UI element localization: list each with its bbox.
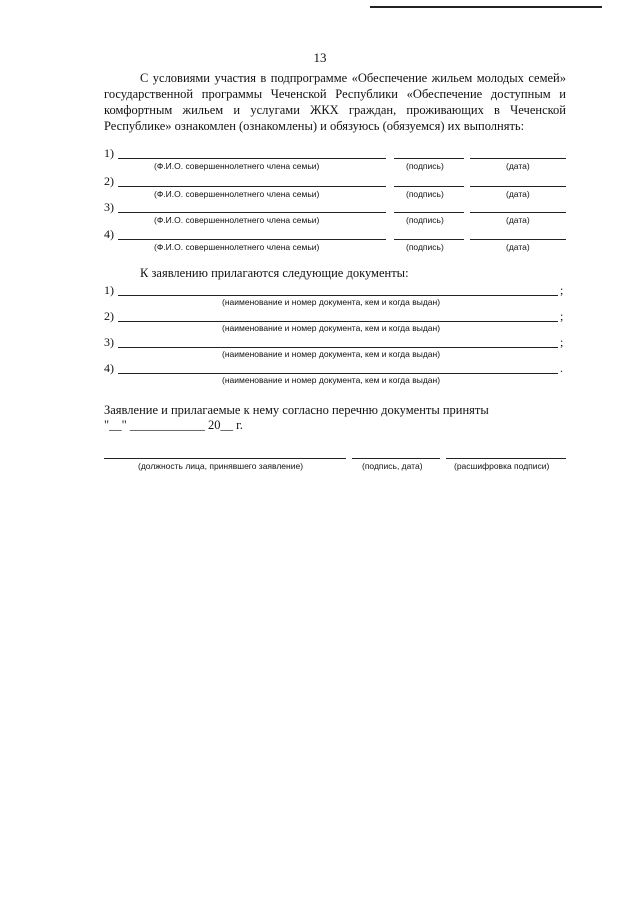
document-field[interactable] (118, 283, 558, 296)
member-date-field[interactable] (470, 200, 566, 213)
document-row (104, 309, 566, 333)
intro-paragraph: С условиями участия в подпрограмме «Обеспечение жильем молодых семей» государственной программы Чеченской Республики «Обеспечение доступным и комфортным жильем и услугами ЖКХ граждан, проживающих в Чеченской Республике» ознакомлен (ознакомлены) и обязуюсь (обязуемся) их выполнять: (104, 71, 566, 133)
document-field[interactable] (118, 361, 558, 374)
member-date-field[interactable] (470, 146, 566, 159)
member-signature-caption: (подпись) (406, 242, 444, 252)
document-caption: (наименование и номер документа, кем и когда выдан) (222, 297, 441, 307)
member-row (104, 146, 566, 171)
member-signature-field[interactable] (394, 200, 464, 213)
member-date-field[interactable] (470, 227, 566, 240)
member-name-field[interactable] (118, 200, 386, 213)
member-name-field[interactable] (118, 146, 386, 159)
document-number: 3) (104, 335, 114, 349)
member-number: 4) (104, 227, 114, 241)
document-end-mark: . (560, 361, 563, 375)
official-position-field[interactable] (104, 446, 346, 459)
member-signature-field[interactable] (394, 227, 464, 240)
document-row (104, 283, 566, 307)
member-number: 1) (104, 146, 114, 160)
member-signature-caption: (подпись) (406, 189, 444, 199)
member-signature-caption: (подпись) (406, 161, 444, 171)
document-end-mark: ; (560, 335, 564, 349)
document-end-mark: ; (560, 309, 564, 323)
document-number: 1) (104, 283, 114, 297)
official-signature-caption: (подпись, дата) (362, 461, 423, 471)
document-number: 2) (104, 309, 114, 323)
member-date-caption: (дата) (506, 242, 530, 252)
member-row (104, 174, 566, 199)
member-date-caption: (дата) (506, 189, 530, 199)
document-row (104, 335, 566, 359)
member-signature-caption: (подпись) (406, 215, 444, 225)
document-field[interactable] (118, 335, 558, 348)
member-signature-field[interactable] (394, 146, 464, 159)
official-signature-field[interactable] (352, 446, 440, 459)
document-caption: (наименование и номер документа, кем и когда выдан) (222, 323, 441, 333)
official-decode-caption: (расшифровка подписи) (454, 461, 550, 471)
member-date-field[interactable] (470, 174, 566, 187)
documents-heading: К заявлению прилагаются следующие документы: (140, 266, 409, 280)
document-caption: (наименование и номер документа, кем и когда выдан) (222, 375, 441, 385)
header-rule (370, 6, 602, 8)
member-row (104, 200, 566, 225)
member-number: 2) (104, 174, 114, 188)
member-number: 3) (104, 200, 114, 214)
member-row (104, 227, 566, 252)
member-name-caption: (Ф.И.О. совершеннолетнего члена семьи) (154, 189, 320, 199)
member-name-caption: (Ф.И.О. совершеннолетнего члена семьи) (154, 215, 320, 225)
acceptance-text: Заявление и прилагаемые к нему согласно перечню документы приняты (104, 403, 489, 417)
page-number: 13 (313, 50, 327, 65)
member-name-field[interactable] (118, 174, 386, 187)
document-caption: (наименование и номер документа, кем и когда выдан) (222, 349, 441, 359)
official-decode-field[interactable] (446, 446, 566, 459)
document-end-mark: ; (560, 283, 564, 297)
document-field[interactable] (118, 309, 558, 322)
member-name-caption: (Ф.И.О. совершеннолетнего члена семьи) (154, 161, 320, 171)
official-position-caption: (должность лица, принявшего заявление) (138, 461, 304, 471)
member-date-caption: (дата) (506, 215, 530, 225)
member-date-caption: (дата) (506, 161, 530, 171)
member-name-caption: (Ф.И.О. совершеннолетнего члена семьи) (154, 242, 320, 252)
member-name-field[interactable] (118, 227, 386, 240)
acceptance-date-field[interactable]: "__" ____________ 20__ г. (104, 418, 243, 432)
member-signature-field[interactable] (394, 174, 464, 187)
document-row (104, 361, 566, 385)
document-number: 4) (104, 361, 114, 375)
